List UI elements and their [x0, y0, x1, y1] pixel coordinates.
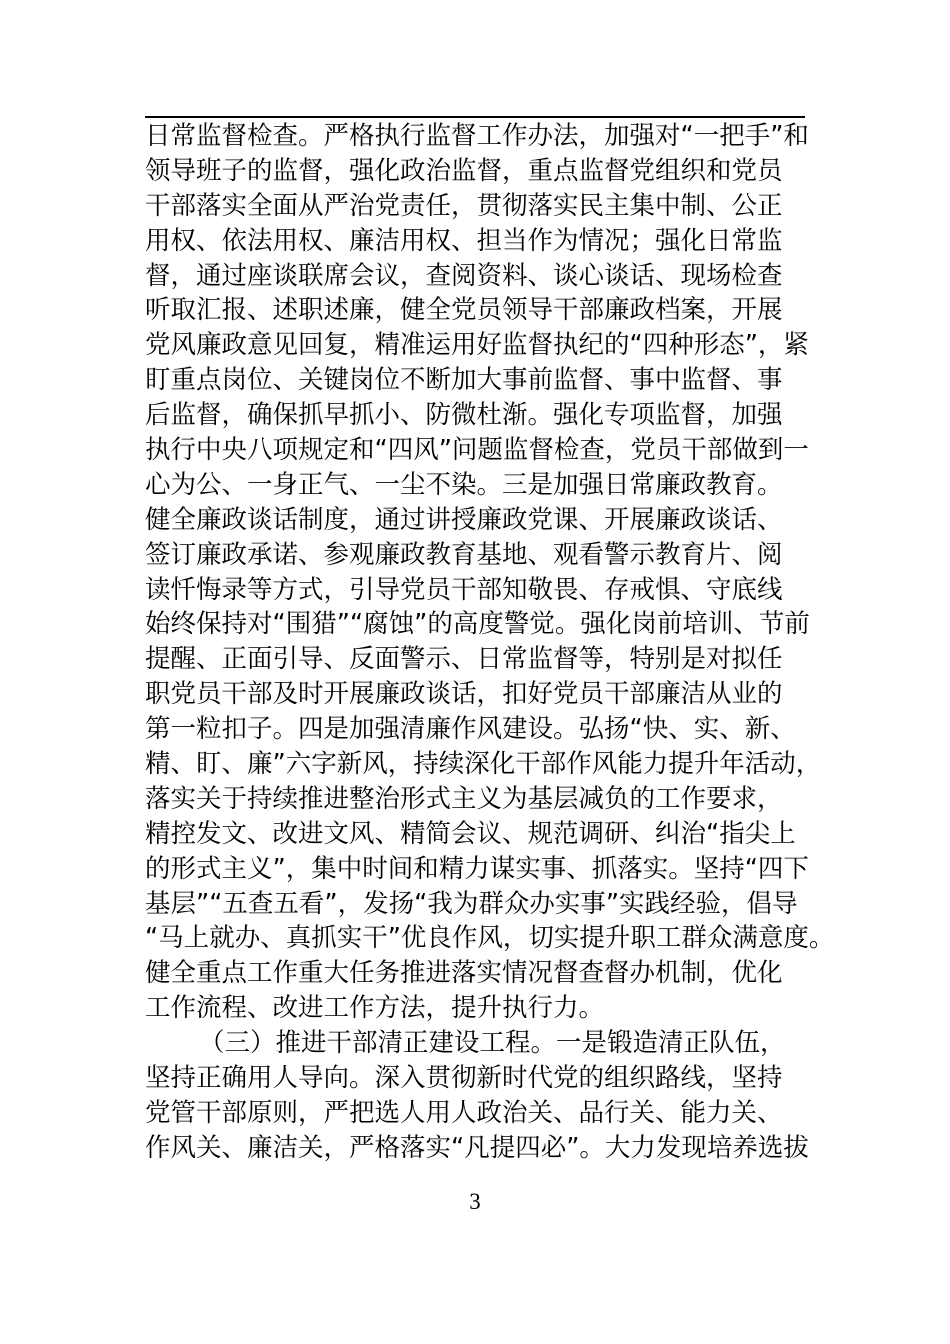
text-line: 健全重点工作重大任务推进落实情况督查督办机制，优化 — [145, 958, 783, 989]
text-line: 执行中央八项规定和“四风”问题监督检查，党员干部做到一 — [145, 435, 809, 466]
section-heading-line: （三）推进干部清正建设工程。一是锻造清正队伍， — [199, 1028, 786, 1059]
text-line: 心为公、一身正气、一尘不染。三是加强日常廉政教育。 — [145, 469, 783, 500]
text-line: 提醒、正面引导、反面警示、日常监督等，特别是对拟任 — [145, 644, 783, 675]
text-line: 干部落实全面从严治党责任，贯彻落实民主集中制、公正 — [145, 190, 783, 221]
text-line: 后监督，确保抓早抓小、防微杜渐。强化专项监督，加强 — [145, 400, 783, 431]
text-line: 签订廉政承诺、参观廉政教育基地、观看警示教育片、阅 — [145, 539, 783, 570]
text-line: 始终保持对“围猎”“腐蚀”的高度警觉。强化岗前培训、节前 — [145, 609, 810, 640]
text-line: “马上就办、真抓实干”优良作风，切实提升职工群众满意度。 — [145, 923, 835, 954]
body-text — [145, 119, 835, 1166]
text-line: 听取汇报、述职述廉，健全党员领导干部廉政档案，开展 — [145, 295, 783, 326]
header-rule — [145, 116, 805, 118]
text-line: 领导班子的监督，强化政治监督，重点监督党组织和党员 — [145, 155, 783, 186]
text-line: 工作流程、改进工作方法，提升执行力。 — [145, 993, 605, 1024]
text-line: 作风关、廉洁关，严格落实“凡提四必”。大力发现培养选拔 — [145, 1132, 809, 1163]
page-number: 3 — [469, 1189, 481, 1214]
text-line: 督，通过座谈联席会议，查阅资料、谈心谈话、现场检查 — [145, 260, 783, 291]
text-line: 党风廉政意见回复，精准运用好监督执纪的“四种形态”，紧 — [145, 330, 809, 361]
text-line: 日常监督检查。严格执行监督工作办法，加强对“一把手”和 — [145, 121, 809, 151]
text-line: 的形式主义”，集中时间和精力谋实事、抓落实。坚持“四下 — [145, 853, 809, 884]
text-line: 第一粒扣子。四是加强清廉作风建设。弘扬“快、实、新、 — [145, 714, 796, 745]
text-line: 基层”“五查五看”，发扬“我为群众办实事”实践经验，倡导 — [145, 888, 798, 919]
text-line: 落实关于持续推进整治形式主义为基层减负的工作要求， — [145, 783, 783, 814]
text-line: 职党员干部及时开展廉政谈话，扣好党员干部廉洁从业的 — [145, 679, 783, 710]
text-line: 坚持正确用人导向。深入贯彻新时代党的组织路线，坚持 — [145, 1063, 783, 1094]
text-line: 用权、依法用权、廉洁用权、担当作为情况；强化日常监 — [145, 225, 783, 256]
text-line: 盯重点岗位、关键岗位不断加大事前监督、事中监督、事 — [145, 365, 783, 396]
text-line: 精、盯、廉”六字新风，持续深化干部作风能力提升年活动， — [145, 749, 822, 780]
text-line: 读忏悔录等方式，引导党员干部知敬畏、存戒惧、守底线 — [145, 574, 783, 605]
text-line: 精控发文、改进文风、精简会议、规范调研、纠治“指尖上 — [145, 818, 796, 849]
text-line: 党管干部原则，严把选人用人政治关、品行关、能力关、 — [145, 1097, 783, 1128]
text-line: 健全廉政谈话制度，通过讲授廉政党课、开展廉政谈话、 — [145, 504, 783, 535]
